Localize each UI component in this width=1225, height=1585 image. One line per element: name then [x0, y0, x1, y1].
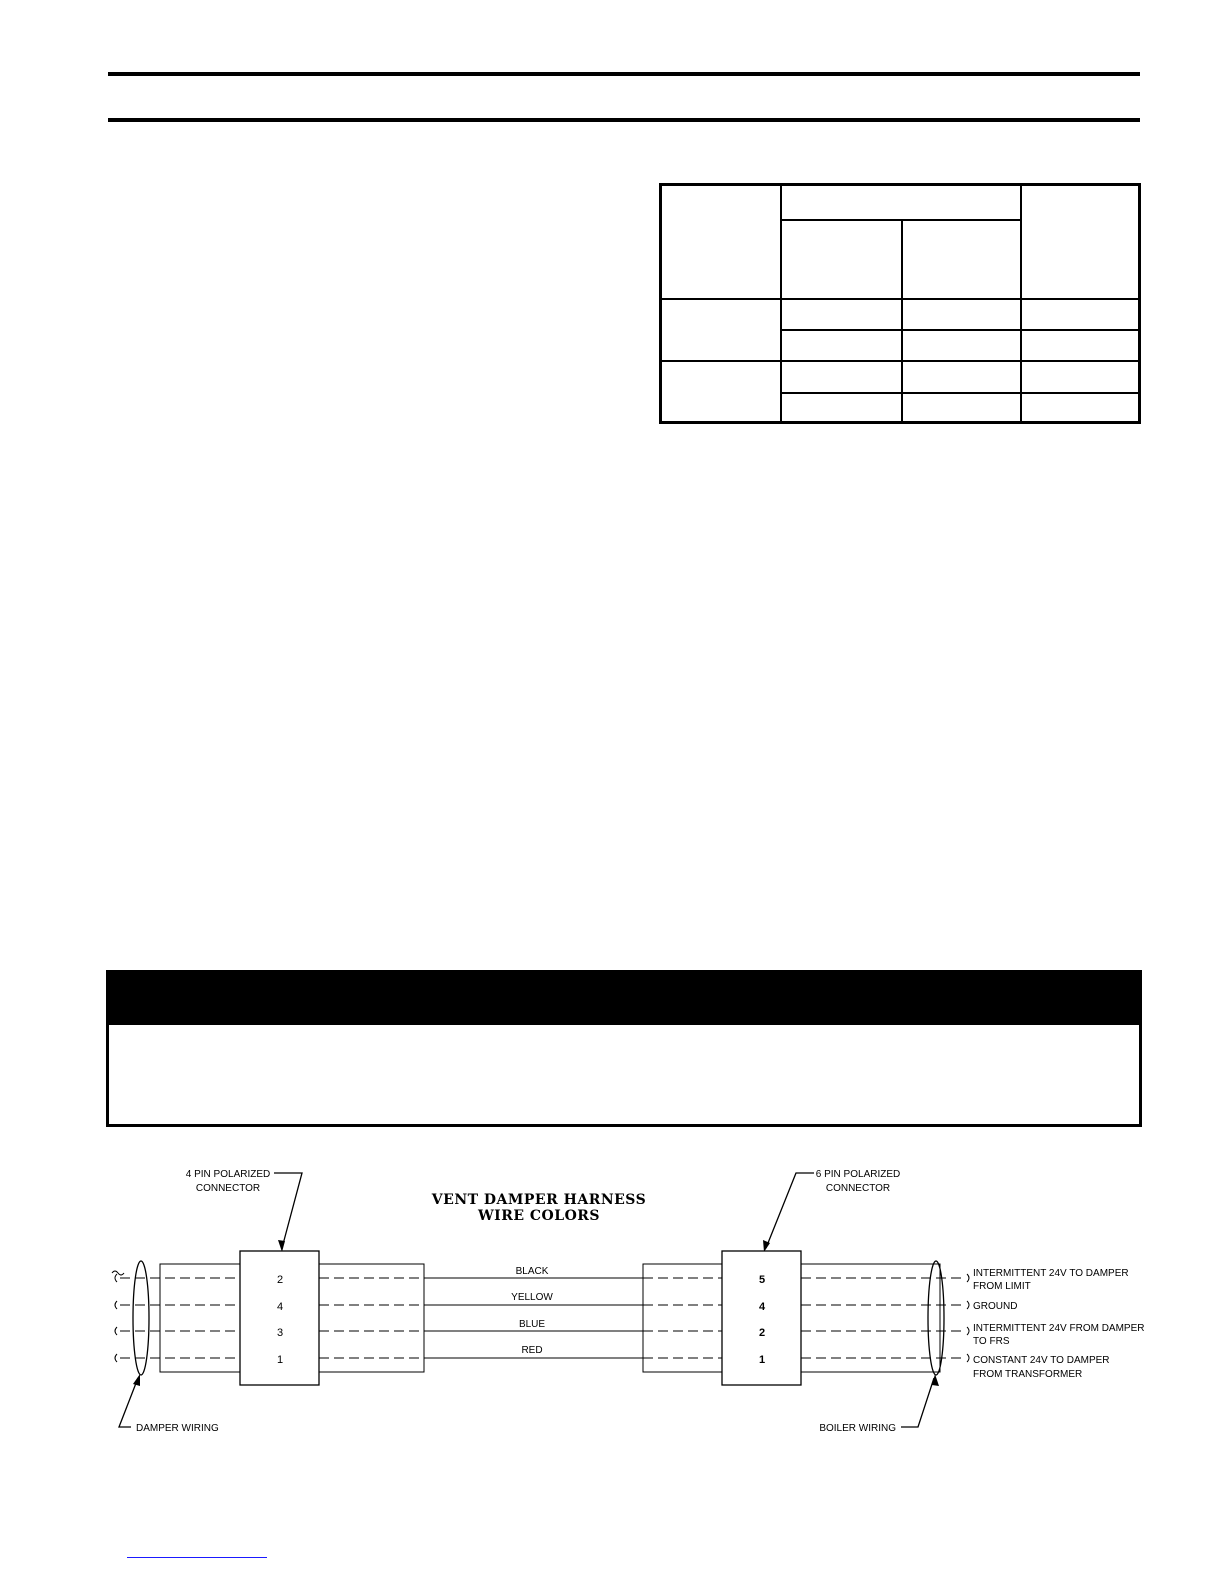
destination-label-4a: CONSTANT 24V TO DAMPER — [973, 1355, 1110, 1366]
six-pin-number-2: 4 — [758, 1301, 766, 1313]
six-pin-number-1: 5 — [758, 1274, 766, 1286]
wire-end-left-3 — [115, 1327, 117, 1335]
four-pin-number-3: 3 — [276, 1327, 284, 1339]
table-divider-h4 — [662, 360, 1138, 362]
table-divider-h5 — [780, 392, 1138, 394]
right-connector-leader — [766, 1173, 814, 1248]
wire-color-label-4: RED — [521, 1345, 543, 1356]
right-connector-label-line1: 6 PIN POLARIZED — [815, 1169, 901, 1180]
destination-label-3a: INTERMITTENT 24V FROM DAMPER — [973, 1323, 1145, 1334]
warning-header-bar — [109, 973, 1139, 1025]
table-divider-h3 — [780, 329, 1138, 331]
four-pin-number-4: 1 — [276, 1354, 284, 1366]
diagram-title-line1: VENT DAMPER HARNESS — [431, 1192, 647, 1208]
wire-end-right-2 — [967, 1301, 969, 1309]
diagram-title-line2: WIRE COLORS — [477, 1208, 601, 1224]
table-divider-h2 — [662, 298, 1138, 300]
header-rule-bottom — [108, 118, 1140, 122]
right-connector-label-line2: CONNECTOR — [825, 1183, 891, 1194]
left-connector-leader — [274, 1173, 302, 1248]
header-rule-top — [108, 72, 1140, 76]
destination-label-3b: TO FRS — [973, 1336, 1010, 1347]
six-pin-number-3: 2 — [758, 1327, 766, 1339]
six-pin-number-4: 1 — [758, 1354, 766, 1366]
damper-wiring-label: DAMPER WIRING — [136, 1423, 219, 1434]
wire-end-left-1 — [115, 1274, 117, 1282]
wire-end-right-3 — [967, 1327, 969, 1335]
left-wire-ends — [115, 1274, 117, 1362]
wire-color-label-3: BLUE — [518, 1319, 546, 1330]
wire-color-label-1: BLACK — [515, 1266, 549, 1277]
left-connector-arrowhead — [278, 1240, 285, 1252]
table-divider-v3 — [1020, 186, 1022, 421]
wire-end-left-4 — [115, 1354, 117, 1362]
left-connector-label-line1: 4 PIN POLARIZED — [185, 1169, 271, 1180]
wire-end-right-1 — [967, 1274, 969, 1282]
warning-box — [106, 970, 1142, 1127]
left-connector-label-line2: CONNECTOR — [195, 1183, 261, 1194]
four-pin-number-2: 4 — [276, 1301, 284, 1313]
boiler-wiring-leader — [901, 1378, 934, 1427]
destination-label-2a: GROUND — [973, 1301, 1018, 1312]
boiler-wiring-label: BOILER WIRING — [819, 1423, 896, 1434]
destination-label-1a: INTERMITTENT 24V TO DAMPER — [973, 1268, 1129, 1279]
wire-end-right-4 — [967, 1354, 969, 1362]
footer-link-underline[interactable] — [127, 1557, 267, 1558]
destination-label-4b: FROM TRANSFORMER — [973, 1369, 1083, 1380]
vent-damper-harness-diagram — [0, 1150, 1225, 1450]
table-divider-v1 — [780, 186, 782, 421]
wire-color-label-2: YELLOW — [511, 1292, 553, 1303]
damper-wiring-arrowhead — [133, 1374, 140, 1386]
damper-wiring-leader — [119, 1378, 138, 1427]
table-divider-h1 — [780, 219, 1022, 221]
wire-1-left-tilde — [112, 1271, 124, 1275]
destination-label-1b: FROM LIMIT — [973, 1281, 1031, 1292]
four-pin-number-1: 2 — [276, 1274, 284, 1286]
wire-end-left-2 — [115, 1301, 117, 1309]
table-divider-v2 — [901, 221, 903, 421]
spec-table — [659, 183, 1141, 424]
right-wire-ends — [967, 1274, 969, 1362]
